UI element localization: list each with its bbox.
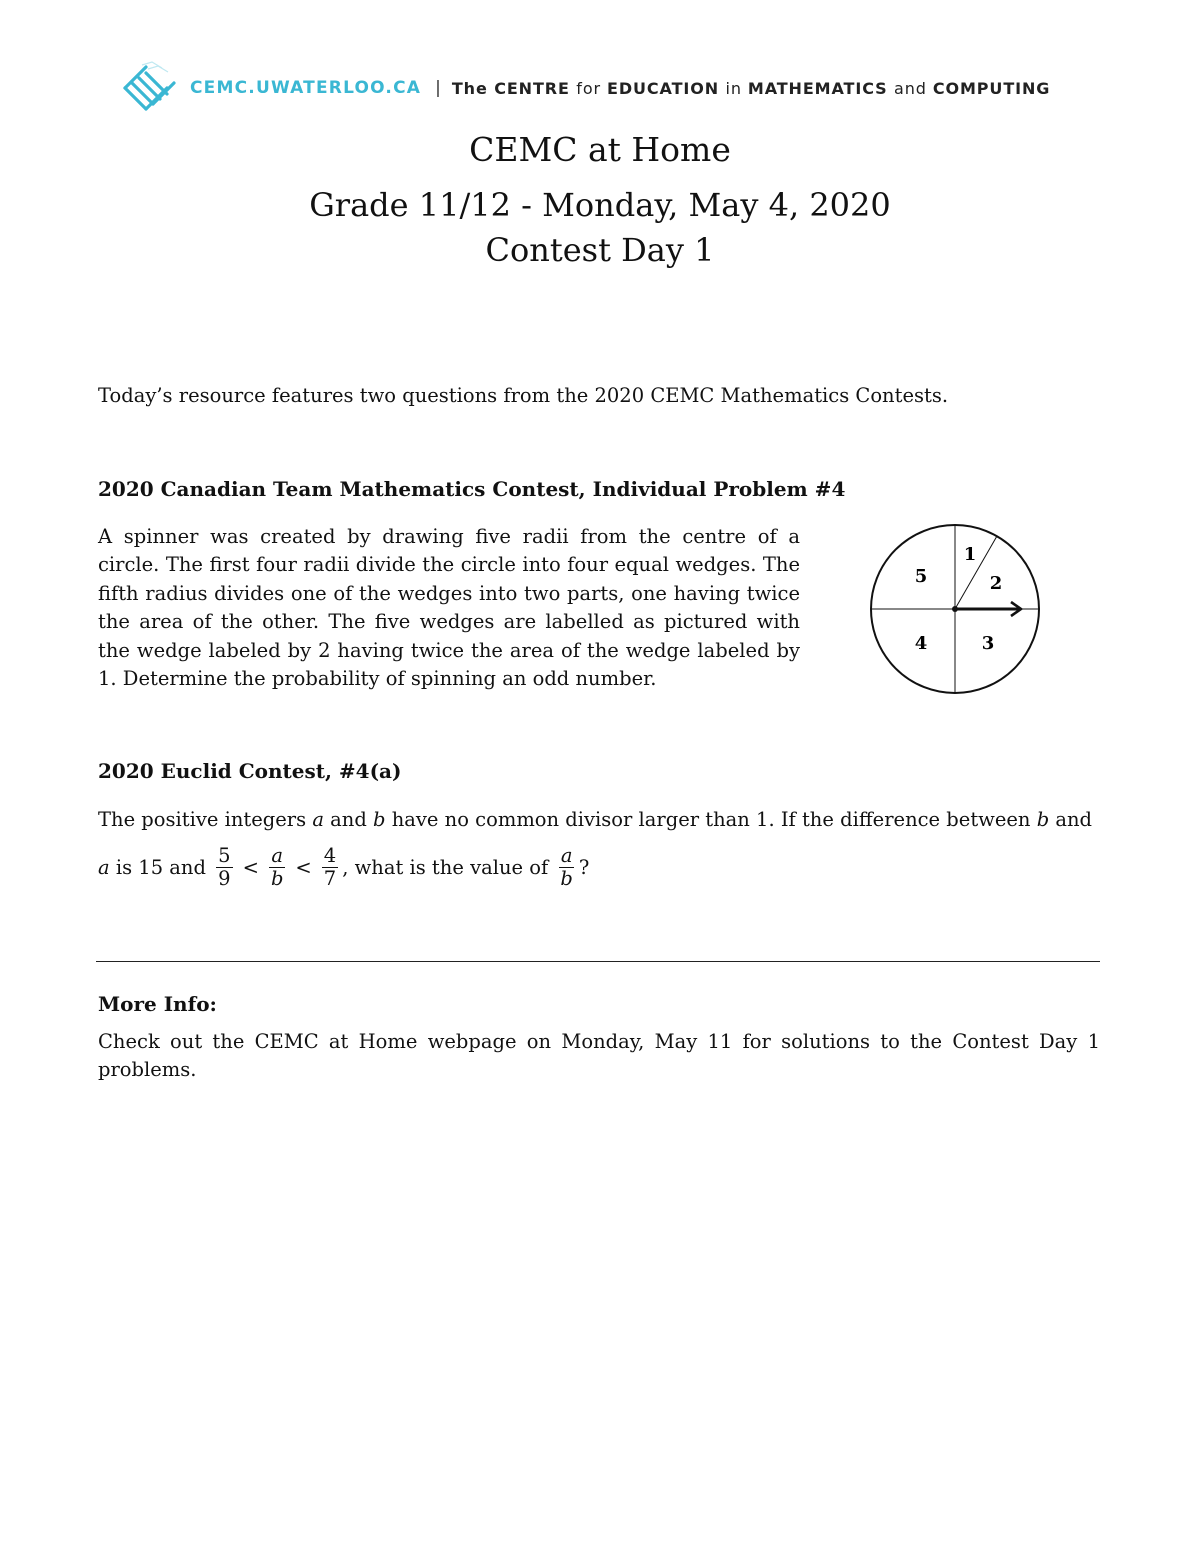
page-header (122, 60, 1050, 116)
variable-a: a (98, 855, 110, 879)
less-than-2: < (295, 855, 312, 879)
text-is-15: is 15 and (109, 855, 213, 879)
spinner-figure (862, 516, 1048, 702)
problem2-text-line1: The positive integers a and b have no common divisor larger than 1. If the difference between b and (98, 808, 1093, 831)
intro-paragraph: Today’s resource features two questions from the 2020 CEMC Mathematics Contests. (98, 384, 949, 407)
site-link[interactable]: CEMC.UWATERLOO.CA (190, 78, 422, 98)
page-title: CEMC at Home (469, 130, 731, 169)
problem1-text: A spinner was created by drawing five radii from the centre of a circle. The first four radii divide the circle into four equal wedges. The fifth radius divides one of the wedges into two parts, one having twice the area of the other. The five wedges are labelled as pictured with the wedge labeled by 2 having twice the area of the wedge labeled by 1. Determine the probability of spinning an odd number. (98, 525, 800, 691)
cemc-logo-icon (122, 61, 180, 115)
wedge-label-3: 3 (981, 633, 995, 654)
fraction-4-7: $\frac{4}{7}$ (323, 843, 337, 890)
more-info-text: Check out the CEMC at Home webpage on Monday, May 11 for solutions to the Contest Day 1 problems. (98, 1030, 1100, 1082)
fraction-5-9: $\frac{5}{9}$ (218, 843, 231, 890)
spinner-center-dot (952, 606, 958, 612)
fraction-a-b: $\frac{a}{b}$ (270, 843, 284, 890)
problem1-heading: 2020 Canadian Team Mathematics Contest, Individual Problem #4 (98, 477, 846, 501)
wedge-label-5: 5 (914, 566, 928, 587)
text-question: , what is the value of (342, 855, 555, 879)
wedge-label-4: 4 (914, 633, 928, 654)
more-info-heading: More Info: (98, 992, 217, 1016)
less-than-1: < (242, 855, 259, 879)
wedge-label-1: 1 (963, 544, 977, 565)
organization-name: The CENTRE for EDUCATION in MATHEMATICS and COMPUTING (451, 78, 1051, 98)
page-subtitle-date: Grade 11/12 - Monday, May 4, 2020 (309, 186, 891, 224)
wedge-label-2: 2 (989, 573, 1003, 594)
question-mark: ? (578, 855, 590, 879)
problem2-heading: 2020 Euclid Contest, #4(a) (98, 759, 402, 783)
page-subtitle-day: Contest Day 1 (485, 231, 715, 269)
section-divider (96, 961, 1100, 962)
header-separator: | (435, 78, 441, 98)
fraction-a-b-answer: $\frac{a}{b}$ (560, 843, 573, 890)
problem2-text-line2 (98, 838, 589, 896)
